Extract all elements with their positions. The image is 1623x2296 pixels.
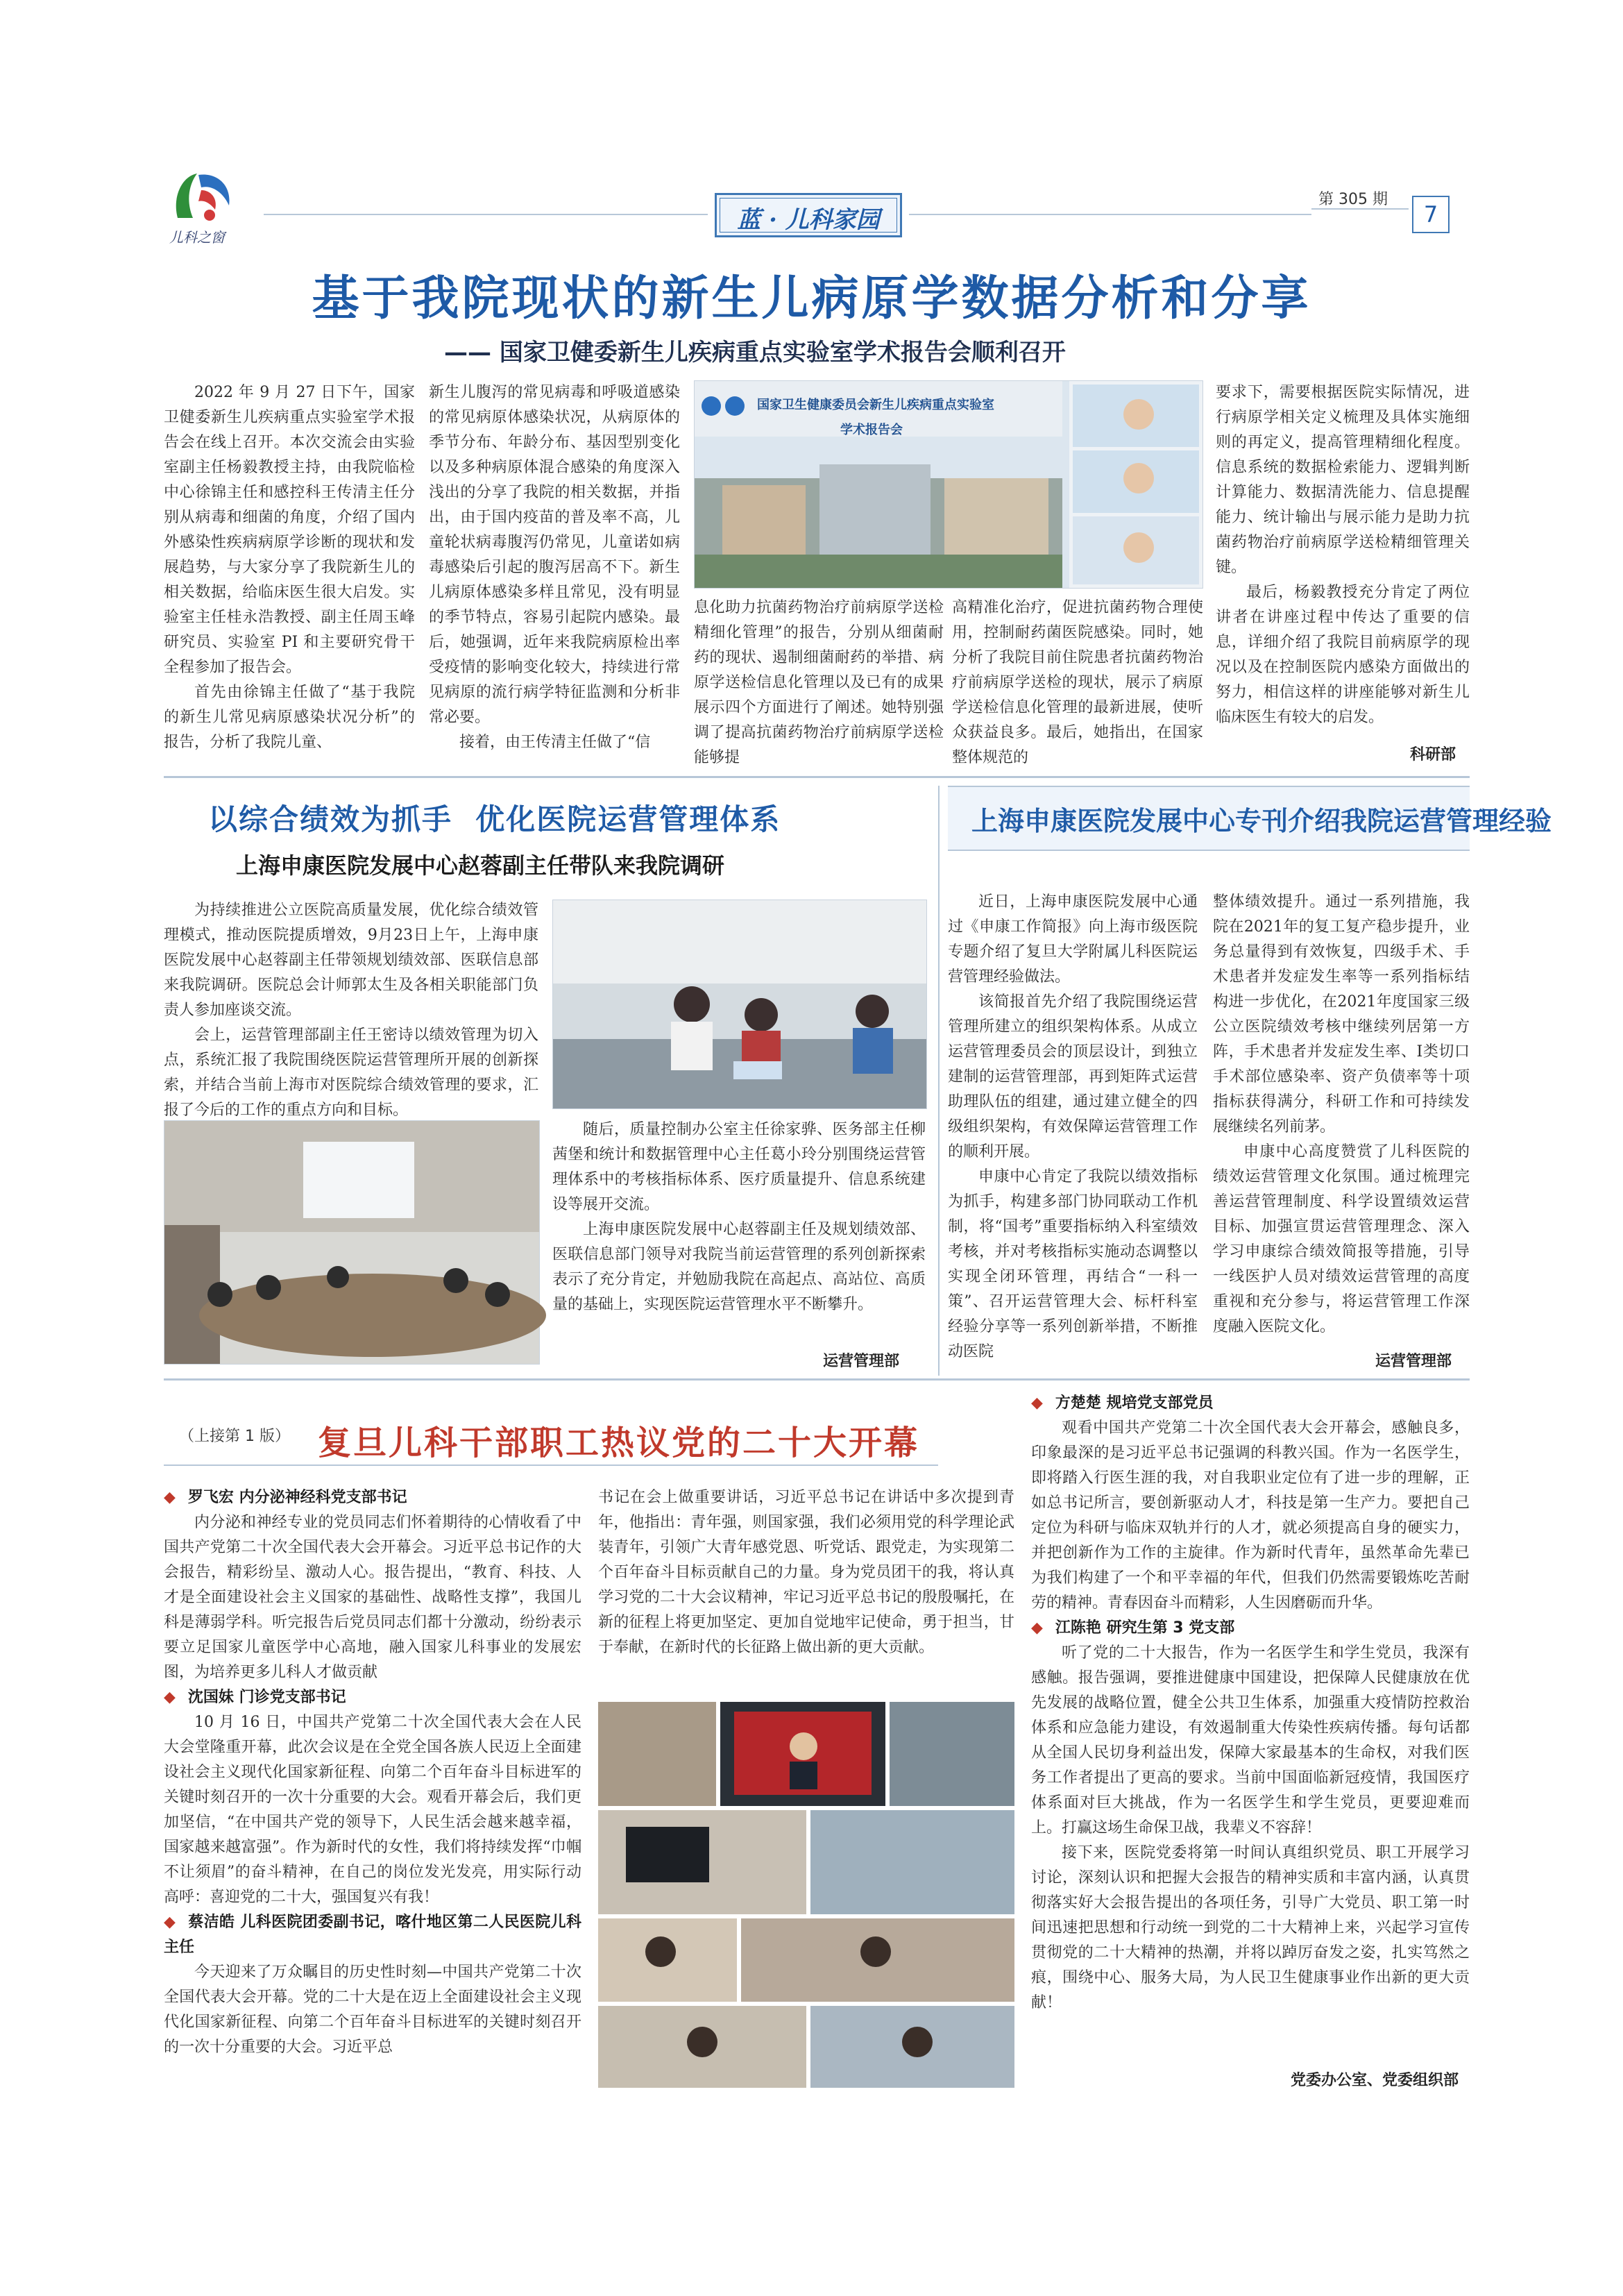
article1-col4: 高精准化治疗，促进抗菌药物合理使用，控制耐药菌医院感染。同时，她分析了我院目前住院患者抗菌药物治疗前病原学送检的现状，展示了病原学送检信息化管理的最新进展，使听众获益良多。最后，她指出，在国家整体规范的 — [952, 599, 1203, 766]
slide-title-line1: 国家卫生健康委员会新生儿疾病重点实验室 — [757, 398, 994, 412]
diamond-bullet-icon: ◆ — [164, 1489, 176, 1506]
article4-col2: 书记在会上做重要讲话，习近平总书记在讲话中多次提到青年，他指出：青年强，则国家强，我们必须用党的科学理论武装青年，引领广大青年感党恩、听党话、跟党走，为实现第二个百年奋斗目标贡献自己的力量。身为党员团干的我，将认真学习党的二十大会议精神，牢记习近平总书记的殷殷嘱托，在新的征程上将更加坚定、更加自觉地牢记使命，勇于担当，甘于奉献，在新时代的长征路上做出新的更大贡献。 — [598, 1489, 1014, 1656]
slide-title-line2: 学术报告会 — [840, 423, 903, 437]
article3-title: 上海申康医院发展中心专刊介绍我院运营管理经验 — [971, 806, 1552, 836]
article4-signature: 党委办公室、党委组织部 — [1291, 2072, 1459, 2089]
section-label: 蓝 · 儿科家园 — [737, 206, 880, 234]
article1-col1: 2022 年 9 月 27 日下午，国家卫健委新生儿疾病重点实验室学术报告会在线上召开。本次交流会由实验室副主任杨毅教授主持，由我院临检中心徐锦主任和感控科王传清主任分别从病毒和细菌的角度，介绍了国内外感染性疾病病原学诊断的现状和发展趋势，与大家分享了我院新生儿的相关数据，给临床医生很大启发。实验室主任桂永浩教授、副主任周玉峰研究员、实验室 PI 和主要研究骨干全程参加了报告会。 首先由徐锦主任做了“基于我院的新生儿常见病原感染状况分析”的报告，分析了我院儿童、 — [164, 384, 415, 751]
section-banner — [715, 193, 902, 237]
continued-note: （上接第 1 版） — [179, 1428, 290, 1445]
masthead-rule-bottom — [1311, 208, 1409, 210]
masthead-rule — [264, 214, 708, 215]
article1-col3: 息化助力抗菌药物治疗前病原学送检精细化管理”的报告，分别从细菌耐药的现状、遏制细菌耐药的举措、病原学送检信息化管理以及已有的成果展示四个方面进行了阐述。她特别强调了提高抗菌药物治疗前病原学送检能够提 — [694, 599, 944, 766]
article1-title: 基于我院现状的新生儿病原学数据分析和分享 — [312, 271, 1311, 326]
article2-signature: 运营管理部 — [823, 1353, 900, 1370]
speaker-3-name: 蔡洁皓 儿科医院团委副书记，喀什地区第二人民医院儿科主任 — [164, 1914, 581, 1956]
article4-col3: ◆ 方楚楚 规培党支部党员 观看中国共产党第二十次全国代表大会开幕会，感触良多，印象最深的是习近平总书记强调的科教兴国。作为一名医学生，即将踏入行医生涯的我，对自我职业定位有了进一步的理解，正如总书记所言，要创新驱动人才，科技是第一生产力。要把自己定位为科研与临床双轨并行的人才，就必须提高自身的硬实力，并把创新作为工作的主旋律。作为新时代青年，虽然革命先辈已为我们构建了一个和平幸福的年代，但我们仍然需要锻炼吃苦耐劳的精神。青春因奋斗而精彩，人生因磨砺而升华。 ◆ 江陈艳 研究生第 3 党支部 听了党的二十大报告，作为一名医学生和学生党员，我深有感触。报告强调，要推进健康中国建设，把保障人民健康放在优先发展的战略位置，健全公共卫生体系，加强重大疫情防控救治体系和应急能力建设，有效遏制重大传染性疾病传播。每句话都从全国人民切身利益出发，保障大家最基本的生命权，对我们医务工作者提出了更高的要求。当前中国面临新冠疫情，我国医疗体系面对巨大挑战，作为一名医学生和学生党员，更要迎难而上。打赢这场生命保卫战，我辈义不容辞！ 接下来，医院党委将第一时间认真组织党员、职工开展学习讨论，深刻认识和把握大会报告的精神实质和丰富内涵，认真贯彻落实好大会报告提出的各项任务，引导广大党员、职工第一时间迅速把思想和行动统一到党的二十大精神上来，兴起学习宣传贯彻党的二十大精神的热潮，并将以踔厉奋发之姿，扎实笃然之痕，围绕中心、服务大局，为人民卫生健康事业作出新的更大贡献！ — [1031, 1394, 1470, 2011]
article2-col2: 随后，质量控制办公室主任徐家骅、医务部主任柳茜堡和统计和数据管理中心主任葛小玲分别围绕运营管理体系中的考核指标体系、医疗质量提升、信息系统建设等展开交流。 上海申康医院发展中心赵蓉副主任及规划绩效部、医联信息部门领导对我院当前运营管理的系列创新探索表示了充分肯定，并勉励我院在高起点、高站位、高质量的基础上，实现医院运营管理水平不断攀升。 — [552, 1121, 926, 1313]
article3-signature: 运营管理部 — [1375, 1353, 1452, 1370]
meeting-photo-2 — [164, 1120, 540, 1365]
article2-col1: 为持续推进公立医院高质量发展，优化综合绩效管理模式，推动医院提质增效，9月23日上午，上海申康医院发展中心赵蓉副主任带领规划绩效部、医联信息部来我院调研。医院总会计师郭太生及各相关职能部门负责人参加座谈交流。 会上，运营管理部副主任王密诗以绩效管理为切入点，系统汇报了我院围绕医院运营管理所开展的创新探索，并结合当前上海市对医院综合绩效管理的要求，汇报了今后的工作的重点方向和目标。 — [164, 902, 538, 1119]
article4-title-rule — [164, 1464, 938, 1466]
speaker-4-name: 方楚楚 规培党支部党员 — [1055, 1394, 1214, 1412]
article4-col1: ◆ 罗飞宏 内分泌神经科党支部书记 内分泌和神经专业的党员同志们怀着期待的心情收看了中国共产党第二十次全国代表大会开幕会。习近平总书记作的大会报告，精彩纷呈、激动人心。报告提出，“教育、科技、人才是全面建设社会主义国家的基础性、战略性支撑”，我国儿科是薄弱学科。听完报告后党员同志们都十分激动，纷纷表示要立足国家儿童医学中心高地，融入国家儿科事业的发展宏图，为培养更多儿科人才做贡献 ◆ 沈国妹 门诊党支部书记 10 月 16 日，中国共产党第二十次全国代表大会在人民大会堂隆重开幕，此次会议是在全党全国各族人民迈上全面建设社会主义现代化国家新征程、向第二个百年奋斗目标进军的关键时刻召开的一次十分重要的大会。观看开幕会后，我们更加坚信，“在中国共产党的领导下，人民生活会越来越幸福，国家越来越富强”。作为新时代的女性，我们将持续发挥“巾帼不让须眉”的奋斗精神，在自己的岗位发光发亮，用实际行动高呼：喜迎党的二十大，强国复兴有我！ ◆ 蔡洁皓 儿科医院团委副书记，喀什地区第二人民医院儿科主任 今天迎来了万众瞩目的历史性时刻—中国共产党第二十次全国代表大会开幕。党的二十大是在迈上全面建设社会主义现代化国家新征程、向第二个百年奋斗目标进军的关键时刻召开的一次十分重要的大会。习近平总 — [164, 1489, 581, 2056]
diamond-bullet-icon: ◆ — [1031, 1619, 1043, 1637]
logo — [165, 169, 243, 246]
article1-signature: 科研部 — [1410, 746, 1456, 763]
article4-title: 复旦儿科干部职工热议党的二十大开幕 — [318, 1424, 920, 1462]
article1-subtitle: —— 国家卫健委新生儿疾病重点实验室学术报告会顺利召开 — [444, 339, 1066, 366]
report-meeting-photo — [694, 380, 1203, 589]
speaker-1-name: 罗飞宏 内分泌神经科党支部书记 — [187, 1489, 407, 1506]
meeting-photo-1 — [552, 900, 927, 1109]
masthead — [0, 0, 1623, 250]
diamond-bullet-icon: ◆ — [1031, 1394, 1043, 1412]
logo-mark-icon — [165, 169, 243, 228]
article2-title: 以综合绩效为抓手 优化医院运营管理体系 — [208, 802, 781, 836]
article3-col2: 整体绩效提升。通过一系列措施，我院在2021年的复工复产稳步提升，业务总量得到有效恢复，四级手术、手术患者并发症发生率等一系列指标结构进一步优化，在2021年度国家三级公立医院绩效考核中继续列居第一方阵，手术患者并发症发生率、Ⅰ类切口手术部位感染率、资产负债率等十项指标获得满分，科研工作和可持续发展继续名列前茅。 申康中心高度赞赏了儿科医院的绩效运营管理文化氛围。通过梳理完善运营管理制度、科学设置绩效运营目标、加强宣贯运营管理理念、深入学习申康综合绩效简报等措施，引导一线医护人员对绩效运营管理的高度重视和充分参与，将运营管理工作深度融入医院文化。 — [1213, 893, 1470, 1335]
article2-subtitle: 上海申康医院发展中心赵蓉副主任带队来我院调研 — [236, 852, 725, 879]
divider-2 — [164, 1378, 1470, 1381]
diamond-bullet-icon: ◆ — [164, 1689, 176, 1706]
viewing-photo-collage — [598, 1702, 1014, 2088]
speaker-5-name: 江陈艳 研究生第 3 党支部 — [1055, 1619, 1235, 1637]
divider-1 — [164, 776, 1470, 778]
diamond-bullet-icon: ◆ — [164, 1914, 176, 1931]
speaker-2-name: 沈国妹 门诊党支部书记 — [187, 1689, 346, 1706]
vertical-divider — [938, 786, 940, 1376]
article1-col2: 新生儿腹泻的常见病毒和呼吸道感染的常见病原体感染状况，从病原体的季节分布、年龄分布、基因型别变化以及多种病原体混合感染的角度深入浅出的分享了我院的相关数据，并指出，由于国内疫苗的普及率不高，儿童轮状病毒腹泻仍常见，儿童诺如病毒感染后引起的腹泻居高不下。新生儿病原体感染多样且常见，没有明显的季节特点，容易引起院内感染。最后，她强调，近年来我院病原检出率受疫情的影响变化较大，持续进行常见病原的流行病学特征监测和分析非常必要。 接着，由王传清主任做了“信 — [429, 384, 680, 751]
article3-col1: 近日，上海申康医院发展中心通过《申康工作简报》向上海市级医院专题介绍了复旦大学附属儿科医院运营管理经验做法。 该简报首先介绍了我院围绕运营管理所建立的组织架构体系。从成立运营管理委员会的顶层设计，到独立建制的运营管理部，再到矩阵式运营助理队伍的组建，通过建立健全的四级组织架构，有效保障运营管理工作的顺利开展。 申康中心肯定了我院以绩效指标为抓手，构建多部门协同联动工作机制，将“国考”重要指标纳入科室绩效考核，并对考核指标实施动态调整以实现全闭环管理，再结合“一科一策”、召开运营管理大会、标杆科室经验分享等一系列创新举措，不断推动医院 — [948, 893, 1198, 1360]
page-number: 7 — [1412, 196, 1450, 233]
issue-number: 第 305 期 — [1318, 191, 1388, 208]
article1-col5: 要求下，需要根据医院实际情况，进行病原学相关定义梳理及具体实施细则的再定义，提高管理精细化程度。信息系统的数据检索能力、逻辑判断计算能力、数据清洗能力、信息提醒能力、统计输出与展示能力是助力抗菌药物治疗前病原学送检精细管理关键。 最后，杨毅教授充分肯定了两位讲者在讲座过程中传达了重要的信息，详细介绍了我院目前病原学的现况以及在控制医院内感染方面做出的努力，相信这样的讲座能够对新生儿临床医生有较大的启发。 — [1216, 384, 1470, 726]
masthead-rule-right — [909, 214, 1311, 215]
logo-text: 儿科之窗 — [169, 229, 225, 246]
